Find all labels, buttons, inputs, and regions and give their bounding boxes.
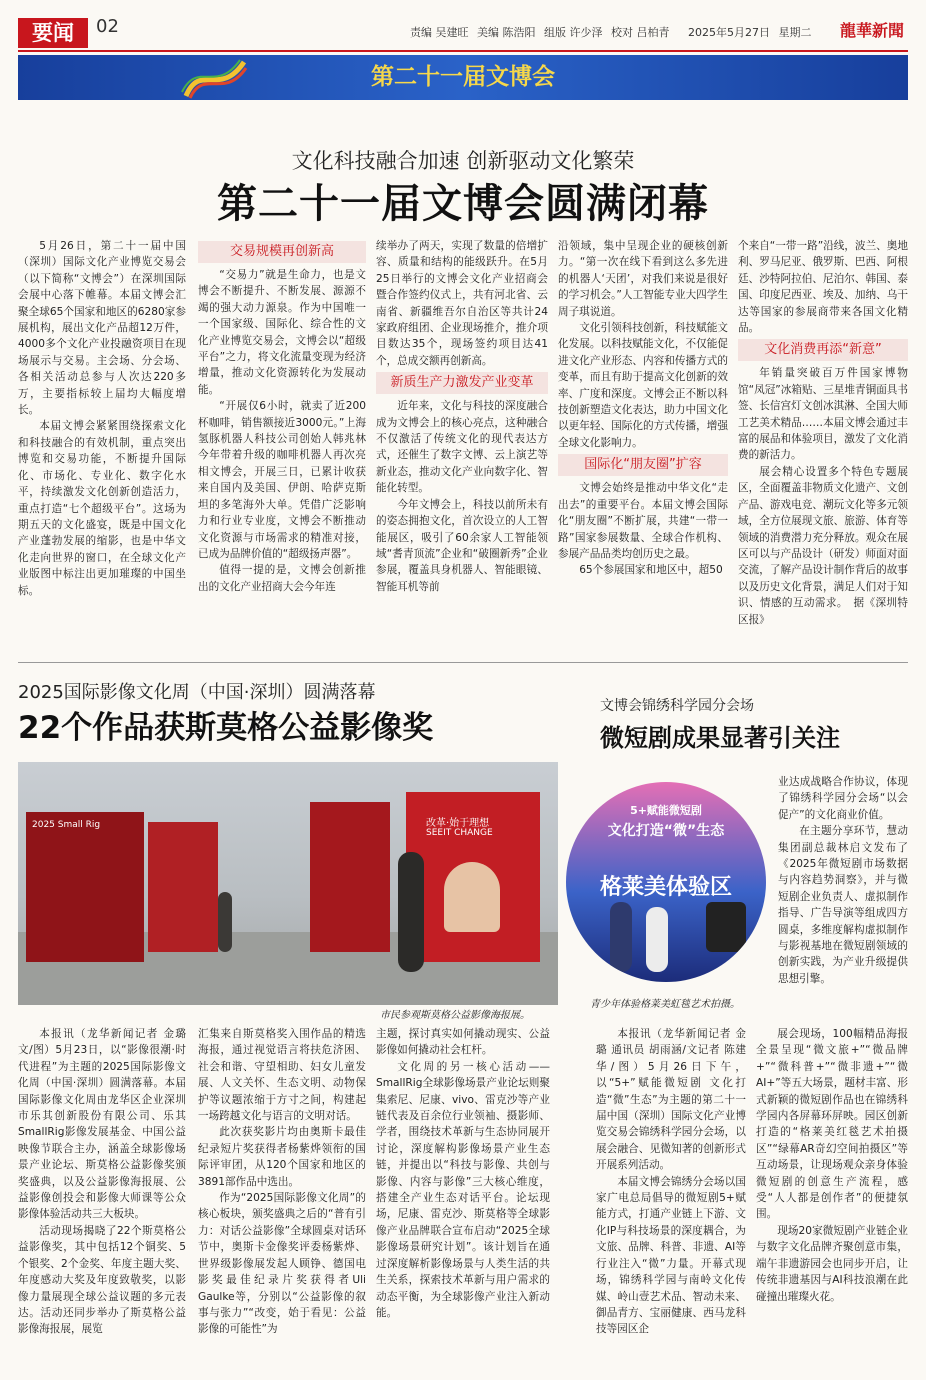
paragraph: 汇集来自斯莫格奖入围作品的精选海报，通过视觉语言将扶危济困、社会和谐、守望相助、妇女儿童发展、人文关怀、生态文明、动物保护等议题浓缩于方寸之间，构建起一场跨越文化与语言的文明对话。 xyxy=(198,1028,366,1123)
section-badge: 要闻 xyxy=(18,18,88,48)
photo-caption-exhibition: 市民参观斯莫格公益影像海报展。 xyxy=(380,1010,530,1021)
paragraph: 今年文博会上，科技以前所未有的姿态拥抱文化，首次设立的人工智能展区，吸引了60余家人工智能领域“耆青顶流”企业和“破圈新秀”企业参展，覆盖具身机器人、智能眼镜、智能耳机等前 xyxy=(376,498,548,593)
poster-panel-right xyxy=(406,792,540,962)
section-heading-consumption: 文化消费再添“新意” xyxy=(738,339,908,361)
poster-sign-cn: 改革·始于理想 xyxy=(426,818,490,829)
paragraph: 活动现场揭晓了22个斯莫格公益影像奖，其中包括12个铜奖、5个银奖、2个金奖、年度主题大奖、年度感动大奖及年度致敬奖，以影像力量展现全球公益议题的多元表达。活动还同步举办了斯莫格公益影像海报展，展览 xyxy=(18,1224,186,1336)
paragraph: 现场20家微短剧产业链企业与数字文化品牌齐聚创意市集，端午非遗游园会也同步开启，让传统非遗基因与AI科技浪潮在此碰撞出璀璨火花。 xyxy=(756,1224,908,1303)
paragraph: 个来自“一带一路”沿线，波兰、奥地利、罗马尼亚、俄罗斯、巴西、阿根廷、沙特阿拉伯、尼泊尔、韩国、泰国、印度尼西亚、埃及、加纳、乌干达等国家的参展商带来各国文化精品。 xyxy=(738,240,908,335)
story3-column-left xyxy=(596,1026,746,1372)
brand-logo: 龍華新聞 xyxy=(840,21,905,40)
credit-layout: 组版 许少泽 xyxy=(544,26,603,39)
portrait-face xyxy=(444,862,500,932)
section-divider xyxy=(18,662,908,663)
visitor-figure-far xyxy=(218,892,232,952)
credit-proof: 校对 吕柏青 xyxy=(611,26,670,39)
story1-subtitle: 文化科技融合加速 创新驱动文化繁荣 xyxy=(291,149,635,173)
paragraph: 65个参展国家和地区中，超50 xyxy=(579,564,723,577)
header-rule xyxy=(18,50,908,52)
paragraph: 展会精心设置多个特色专题展区，全面覆盖非物质文化遗产、文创产品、游戏电竞、潮玩文化等多元领域，全方位展现文旅、旅游、体育等领域的消费潜力充分释放。观众在展区可以与产品设计（研发）师面对面交流，了解产品设计制作背后的故事以及历史文化背景，满足人们对于知识、情感的互动需求。 据《深圳特区报》 xyxy=(738,465,908,626)
paragraph: 展会现场，100幅精品海报全景呈现“微文旅+”“微品牌+”“微科普+”“微非遗+”“微AI+”等五大场景，题材丰富、形式新颖的微短剧作品也在锦绣科学园内各屏幕环屏映。园区创新打造的“格莱美红毯艺术拍摄区”“绿幕AR奇幻空间拍摄区”等互动场景，让现场观众亲身体验微短剧的创意生产流程，感受“人人都是创作者”的便捷氛围。 xyxy=(756,1028,908,1221)
credit-design: 美编 陈浩阳 xyxy=(477,26,536,39)
section-heading-international: 国际化“朋友圈”扩容 xyxy=(558,454,728,476)
paragraph: “开展仅6小时，就卖了近200杯咖啡，销售额接近3000元。”上海氢豚机器人科技公司创始人韩兆林今年带着升级的咖啡机器人再次亮相文博会，开展三日，已累计收获来自国内及美国、伊朗、哈萨克斯坦的多笔海外大单。凭借广泛影响力和行业专业度，文博会不断推动文化资源与市场需求的精准对接，已成为品牌价值的“超级扬声器”。 xyxy=(198,400,366,560)
camera-rig xyxy=(706,902,746,952)
poster-left-text: 2025 Small Rig xyxy=(32,820,101,830)
experience-photo xyxy=(566,782,766,982)
paragraph: 本报讯（龙华新闻记者 金璐 通讯员 胡雨涵/文记者 陈建华/图）5月26日下午，以“5+”赋能微短剧 文化打造“微”生态”为主题的第二十一届中国（深圳）国际文化产业博览交易会锦绣科学园分会场，以展会融合、见微知著的创新形式开展系列活动。 xyxy=(596,1028,746,1172)
story3-column-right-top xyxy=(778,774,908,1022)
story2-column-1 xyxy=(18,1026,186,1372)
child-figure xyxy=(610,902,632,972)
paragraph: 近年来，文化与科技的深度融合成为文博会上的核心亮点，这种融合不仅激活了传统文化的现代表达方式，还催生了数字文博、云上演艺等新业态，推动文化产业向数字化、智能化转型。 xyxy=(376,400,548,495)
photo-caption-experience: 青少年体验格莱美虹毯艺术拍摄。 xyxy=(590,999,740,1010)
story2-headline: 22个作品获斯莫格公益影像奖 xyxy=(18,710,434,746)
issue-weekday: 星期二 xyxy=(778,26,812,39)
paragraph: “交易力”就是生命力，也是文博会不断提升、不断发展、源源不竭的强大动力源泉。作为中国唯一一个国家级、国际化、综合性的文化产业博览交易会，文博会以“超级平台”之力，将文化流量变现为经济增量，推动文化资源转化为发展动能。 xyxy=(198,269,366,396)
section-heading-trade: 交易规模再创新高 xyxy=(198,241,366,263)
poster-panel-left xyxy=(26,812,144,962)
story1-column-1 xyxy=(18,238,186,650)
paragraph: 此次获奖影片均由奥斯卡最佳纪录短片奖获得者杨紫烨领衔的国际评审团，从120个国家和地区的3891部作品中选出。 xyxy=(198,1126,366,1188)
sign-mid-text: 文化打造“微”生态 xyxy=(607,823,725,839)
banner-title: 第二十一届文博会 xyxy=(371,64,555,90)
poster-sign-en: SEEIT CHANGE xyxy=(426,828,493,838)
story2-subtitle: 2025国际影像文化周（中国·深圳）圆满落幕 xyxy=(18,682,376,703)
story1-headline: 第二十一届文博会圆满闭幕 xyxy=(217,181,709,227)
paragraph: 本届文博会紧紧围绕探索文化和科技融合的有效机制，重点突出博览和交易功能，不断提升国际化、市场化、专业化、数字化水平，持续激发文化创新创造活力，重点打造“七个超级平台”。这场为期五天的文化盛宴，既是中国文化产业蓬勃发展的缩影，也是中华文化走向世界的窗口，在全球文化产业版图中标注出更加璀璨的中国坐标。 xyxy=(18,420,186,597)
paragraph: 业达成战略合作协议，体现了锦绣科学园分会场“以会促产”的文化商业价值。 xyxy=(778,776,908,821)
poster-panel-center xyxy=(310,802,390,952)
story1-column-3 xyxy=(376,238,548,650)
story3-headline: 微短剧成果显著引关注 xyxy=(600,724,840,752)
sign-main-text: 格莱美体验区 xyxy=(599,875,732,900)
ribbon-logo-icon xyxy=(180,58,250,100)
paragraph: 作为“2025国际影像文化周”的核心板块，颁奖盛典之后的“普有引力：对话公益影像”全球圆桌对话环节中，奥斯卡金像奖评委杨紫烨、世界级影像展发起人顾铮、德国电影奖最佳纪录片奖获得者Uli Gaulke等，分别以“公益影像的叙事与张力”“改变，始于看见：公益影像的可能性”为 xyxy=(198,1192,366,1336)
story1-column-2 xyxy=(198,238,366,650)
poster-panel-mid xyxy=(148,822,218,952)
issue-date: 2025年5月27日 xyxy=(688,26,770,39)
visitor-figure xyxy=(398,852,424,972)
story3-subtitle: 文博会锦绣科学园分会场 xyxy=(600,698,754,714)
page-number: 02 xyxy=(96,16,119,37)
story1-column-4 xyxy=(558,238,728,650)
sign-top-text: 5+赋能微短剧 xyxy=(630,804,702,817)
event-banner xyxy=(18,55,908,100)
section-heading-productivity: 新质生产力激发产业变革 xyxy=(376,372,548,394)
paragraph: 主题，探讨真实如何撬动现实、公益影像如何撬动社会杠杆。 xyxy=(376,1028,550,1057)
story3-column-right xyxy=(756,1026,908,1372)
paragraph: 本报讯（龙华新闻记者 金璐 文/图）5月23日，以“影像很潮·时代进程”为主题的2025国际影像文化周（中国·深圳）圆满落幕。本届国际影像文化周由龙华区企业深圳市乐其创新股份有限公司、乐其SmallRig影像发展基金、中国公益映像节联合主办，涵盖全球影像场景产业论坛、斯莫格公益影像奖颁奖盛典，以及公益影像海报展、公益影像创投会和影像大师课等公众影像体验活动共三大板块。 xyxy=(18,1028,186,1221)
paragraph: 5月26日，第二十一届中国（深圳）国际文化产业博览交易会（以下简称“文博会”）在深圳国际会展中心落下帷幕。本届文博会汇聚全球65个国家和地区的6280家参展机构，展出文化产品超12万件，4000多个文化产业投融资项目在现场展示与交易。主会场、分会场、各相关活动总参与人次达220多万，主要指标较上届均大幅度增长。 xyxy=(18,240,186,417)
paragraph: 本届文博会锦绣分会场以国家广电总局倡导的微短剧5+赋能方式，打通产业链上下游、文化IP与科技场景的深度耦合，为文旅、品牌、科普、非遗、AI等行业注入“微”力量。开幕式现场，锦绣科学园与南岭文化传媒、岭山壹艺术品、智动未来、御品青方、宝丽健康、西马龙科技等园区企 xyxy=(596,1175,746,1336)
story1-column-5 xyxy=(738,238,908,650)
credit-editor: 责编 吴建旺 xyxy=(410,26,469,39)
paragraph: 文博会始终是推动中华文化“走出去”的重要平台。本届文博会国际化“朋友圈”不断扩展，共建“一带一路”国家参展数量、全球合作机构、参展产品品类均创历史之最。 xyxy=(558,482,728,560)
child-figure-2 xyxy=(646,907,668,972)
paragraph: 在主题分享环节，慧动集团副总裁林启文发布了《2025年微短剧市场数据与内容趋势洞察》，并与微短剧企业负责人、虚拟制作指导、广告导演等组成四方圆桌，多维度解构虚拟制作与影视基地在微短剧领域的创新实践，为产业升级提供思想引擎。 xyxy=(778,825,908,985)
paragraph: 值得一提的是，文博会创新推出的文化产业招商大会今年连 xyxy=(198,564,366,593)
paragraph: 续举办了两天，实现了数量的倍增扩容、质量和结构的能级跃升。在5月25日举行的文博会文化产业招商会暨合作签约仪式上，共有河北省、云南省、新疆维吾尔自治区等共计24家政府组团、企业现场推介，推介项目数达35个，现场签约项目达41个，总成交额再创新高。 xyxy=(376,240,548,367)
credits-line xyxy=(410,24,817,40)
exhibition-photo xyxy=(18,762,558,1005)
paragraph: 文化引领科技创新，科技赋能文化发展。以科技赋能文化，不仅能促进文化产业形态、内容和传播方式的变革，而且有助于提高文化创新的效率、广度和深度。文博会正不断以科技创新塑造文化表达，助力中国文化以更年轻、国际化的方式传播，增强全球文化影响力。 xyxy=(558,322,728,449)
story2-column-3 xyxy=(376,1026,550,1372)
story2-column-2 xyxy=(198,1026,366,1372)
paragraph: 沿领域，集中呈现企业的硬核创新力。“第一次在线下看到这么多先进的机器人‘天团’，对我们来说是很好的学习机会。”人工智能专业大四学生周子琪说道。 xyxy=(558,240,728,318)
paragraph: 文化周的另一核心活动——SmallRig全球影像场景产业论坛则聚集索尼、尼康、vivo、雷克沙等产业链代表及百余位行业领袖、摄影师、学者，围绕技术革新与生态协同展开讨论，深度解构影像场景产业生态链，并提出以“科技与影像、共创与影像、内容与影像”三大核心维度，搭建全产业生态对话平台。论坛现场，尼康、雷克沙、斯莫格等全球影像产业品牌联合宣布启动“2025全球影像场景研究计划”。该计划旨在通过深度解析影像场景与人类生活的共生关系，探索技术革新与用户需求的动态平衡，为全球影像产业注入新动能。 xyxy=(376,1060,550,1319)
paragraph: 年销量突破百万件国家博物馆“凤冠”冰箱贴、三星堆青铜面具书签、长信宫灯文创冰淇淋、全国大师工艺美术精品……本届文博会通过丰富的展品和体验项目，激发了文化消费的新活力。 xyxy=(738,367,908,462)
